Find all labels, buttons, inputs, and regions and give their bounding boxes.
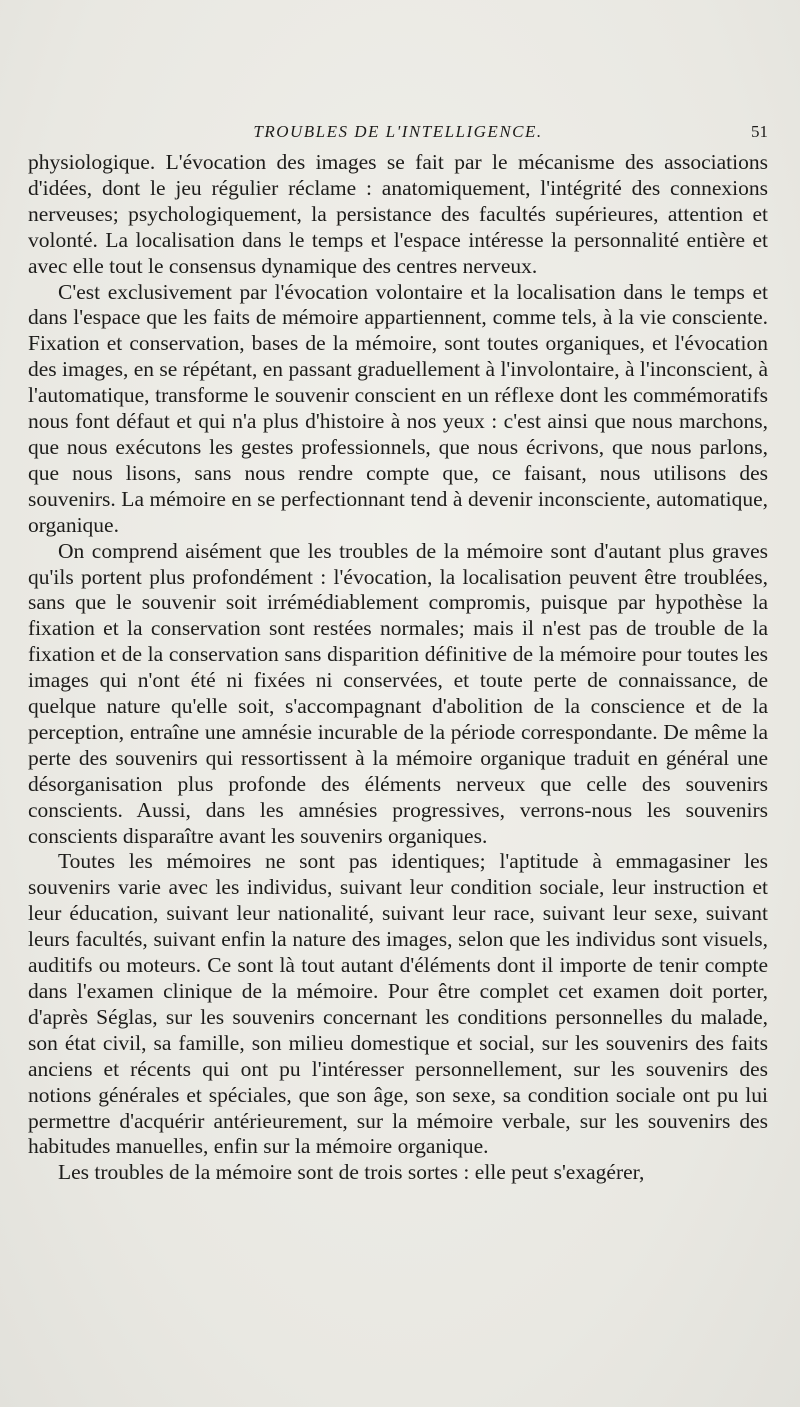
page-number: 51 [751,122,768,141]
body-text [28,150,768,1186]
paragraph-3: On comprend aisément que les troubles de la mémoire sont d'autant plus graves qu'ils portent plus profondément : l'évocation, la localisation peuvent être troublées, sans que le souvenir soit irrémédiablement compromis, puisque par hypothèse la fixation et la conservation sont restées normales; mais il n'est pas de trouble de la fixation et de la conservation sans disparition définitive de la mémoire pour toutes les images qui n'ont été ni fixées ni conservées, et toute perte de connaissance, de quelque nature qu'elle soit, s'accompagnant d'abolition de la conscience et de la perception, entraîne une amnésie incurable de la période correspondante. De même la perte des souvenirs qui ressortissent à la mémoire organique traduit en général une désorganisation plus profonde des éléments nerveux que celle des souvenirs conscients. Aussi, dans les amnésies progressives, verrons-nous les souvenirs conscients disparaître avant les souvenirs organiques. [28,538,768,848]
paragraph-5: Les troubles de la mémoire sont de trois sortes : elle peut s'exagérer, [58,1160,645,1185]
page-header [28,118,768,148]
running-title: TROUBLES DE L'INTELLIGENCE. [253,122,543,141]
paragraph-2: C'est exclusivement par l'évocation volontaire et la localisation dans le temps et dans l'espace que les faits de mémoire appartiennent, comme tels, à la vie consciente. Fixation et conservation, bases de la mémoire, sont toutes organiques, et l'évocation des images, en se répétant, en passant graduellement à l'involontaire, à l'inconscient, à l'automatique, transforme le souvenir conscient en un réflexe dont les commémoratifs nous font défaut et qui n'a plus d'histoire à nos yeux : c'est ainsi que nous marchons, que nous exécutons les gestes professionnels, que nous écrivons, que nous parlons, que nous lisons, sans nous rendre compte que, ce faisant, nous utilisons des souvenirs. La mémoire en se perfectionnant tend à devenir inconsciente, automatique, organique. [28,279,768,537]
paragraph-1: physiologique. L'évocation des images se fait par le mécanisme des associations d'idées, dont le jeu régulier réclame : anatomiquement, l'intégrité des connexions nerveuses; psychologiquement, la persistance des facultés supérieures, attention et volonté. La localisation dans le temps et l'espace intéresse la personnalité entière et avec elle tout le consensus dynamique des centres nerveux. [28,150,768,278]
paragraph-4: Toutes les mémoires ne sont pas identiques; l'aptitude à emmagasiner les souvenirs varie avec les individus, suivant leur condition sociale, leur instruction et leur éducation, suivant leur nationalité, suivant leur race, suivant leur sexe, suivant leurs facultés, suivant enfin la nature des images, selon que les individus sont visuels, auditifs ou moteurs. Ce sont là tout autant d'éléments dont il importe de tenir compte dans l'examen clinique de la mémoire. Pour être complet cet examen doit porter, d'après Séglas, sur les souvenirs concernant les conditions personnelles du malade, son état civil, sa famille, son milieu domestique et social, sur les souvenirs des faits anciens et récents qui ont pu l'intéresser personnellement, sur les souvenirs des notions générales et spéciales, que son âge, son sexe, sa condition sociale ont pu lui permettre d'acquérir antérieurement, sur la mémoire verbale, sur les souvenirs des habitudes manuelles, enfin sur la mémoire organique. [28,849,768,1159]
